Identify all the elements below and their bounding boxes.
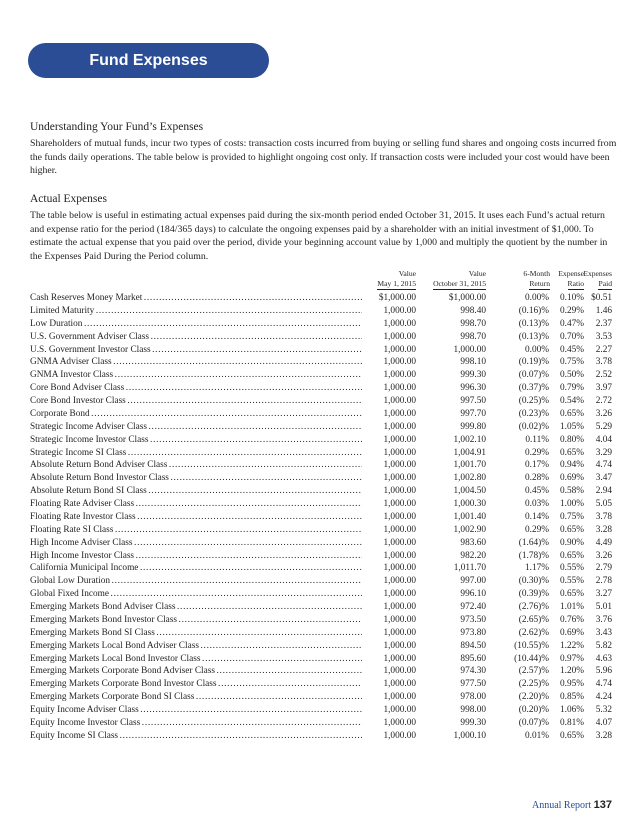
value-october-cell: 1,002.90 [453,524,486,535]
expense-ratio-cell: 0.85% [559,692,584,703]
table-row [30,421,612,434]
expenses-paid-cell: 2.94 [595,486,612,497]
six-month-return-cell: (0.13)% [518,318,549,329]
fund-name-cell: High Income Investor Class . . . [30,550,362,563]
fund-name-cell: Global Low Duration . . . [30,575,362,588]
value-october-cell: 1,000.10 [453,730,486,741]
fund-name-cell: Absolute Return Bond Investor Class . . . [30,472,362,485]
value-may-cell: 1,000.00 [383,318,416,329]
section-heading-actual-expenses: Actual Expenses [30,193,107,205]
header-expense-ratio: Expense Ratio [558,269,584,288]
expense-ratio-cell: 1.22% [559,640,584,651]
value-october-cell: 1,004.50 [453,486,486,497]
expense-ratio-cell: 0.65% [559,408,584,419]
fund-name-cell: Emerging Markets Corporate Bond Adviser Class . . . [30,665,362,678]
value-october-cell: 1,002.10 [453,434,486,445]
value-october-cell: 996.30 [460,383,486,394]
value-october-cell: 982.20 [460,550,486,561]
fund-name-cell: Floating Rate Investor Class . . . [30,511,362,524]
value-october-cell: 973.50 [460,614,486,625]
value-october-cell: 1,011.70 [453,563,486,574]
table-row [30,434,612,447]
value-october-cell: 1,002.80 [453,473,486,484]
expense-ratio-cell: 0.55% [559,563,584,574]
expense-ratio-cell: 0.81% [559,717,584,728]
expense-ratio-cell: 0.45% [559,344,584,355]
value-may-cell: 1,000.00 [383,370,416,381]
expenses-paid-cell: 4.49 [595,537,612,548]
six-month-return-cell: (0.39)% [518,589,549,600]
table-row [30,562,612,575]
six-month-return-cell: 0.28% [524,473,549,484]
value-may-cell: 1,000.00 [383,589,416,600]
value-may-cell: 1,000.00 [383,717,416,728]
table-row [30,601,612,614]
expense-ratio-cell: 0.54% [559,396,584,406]
table-row [30,614,612,627]
value-october-cell: 983.60 [460,537,486,548]
value-may-cell: 1,000.00 [383,627,416,638]
table-row [30,588,612,601]
value-october-cell: 997.70 [460,408,486,419]
header-value-october: Value October 31, 2015 [433,269,486,288]
six-month-return-cell: (2.65)% [518,614,549,625]
fund-name-cell: Emerging Markets Bond Adviser Class . . . [30,601,362,614]
six-month-return-cell: (2.76)% [518,602,549,612]
expenses-paid-cell: 5.82 [595,640,612,651]
expense-ratio-cell: 0.65% [559,589,584,600]
expense-ratio-cell: 0.79% [559,383,584,394]
expense-ratio-cell: 0.65% [559,447,584,458]
six-month-return-cell: (2.25)% [518,679,549,690]
expenses-paid-cell: 3.47 [595,473,612,484]
expenses-paid-cell: 5.01 [595,602,612,612]
six-month-return-cell: (2.62)% [518,627,549,638]
table-row [30,550,612,563]
expense-ratio-cell: 0.50% [559,370,584,381]
section-heading-understanding: Understanding Your Fund’s Expenses [30,121,204,133]
expenses-paid-cell: 5.32 [595,705,612,715]
expense-ratio-cell: 0.29% [559,305,584,316]
fund-name-cell: Strategic Income SI Class . . . [30,447,362,460]
expenses-paid-cell: 2.72 [595,396,612,406]
expenses-paid-cell: 2.79 [595,563,612,574]
value-october-cell: 894.50 [460,640,486,651]
six-month-return-cell: (10.44)% [514,653,549,664]
expenses-paid-cell: 3.76 [595,614,612,625]
table-row [30,459,612,472]
table-row [30,318,612,331]
expenses-paid-cell: 3.78 [595,511,612,522]
value-may-cell: 1,000.00 [383,447,416,458]
six-month-return-cell: 0.45% [524,486,549,497]
value-may-cell: 1,000.00 [383,576,416,587]
expenses-paid-cell: 4.74 [595,460,612,471]
fund-name-cell: Floating Rate Adviser Class . . . [30,498,362,511]
expense-ratio-cell: 0.10% [559,293,584,303]
value-may-cell: 1,000.00 [383,305,416,316]
value-october-cell: 999.80 [460,421,486,432]
fund-name-cell: Core Bond Adviser Class . . . [30,382,362,395]
footer-label: Annual Report [531,800,592,811]
value-october-cell: 999.30 [460,717,486,728]
expenses-paid-cell: 5.29 [595,421,612,432]
expenses-paid-cell: 3.29 [595,447,612,458]
value-may-cell: 1,000.00 [383,511,416,522]
table-row [30,537,612,550]
six-month-return-cell: 0.29% [524,524,549,535]
value-may-cell: 1,000.00 [383,705,416,715]
table-row [30,382,612,395]
value-may-cell: 1,000.00 [383,653,416,664]
six-month-return-cell: (0.07)% [518,717,549,728]
expenses-paid-cell: 3.53 [595,331,612,342]
six-month-return-cell: 0.17% [524,460,549,471]
table-row [30,704,612,717]
table-row [30,653,612,666]
fund-name-cell: U.S. Government Adviser Class . . . [30,331,362,344]
expenses-paid-cell: 4.24 [595,692,612,703]
expense-table [30,292,612,743]
six-month-return-cell: 0.11% [525,434,549,445]
six-month-return-cell: (0.30)% [518,576,549,587]
table-row [30,498,612,511]
six-month-return-cell: 0.00% [524,293,549,303]
value-may-cell: 1,000.00 [383,692,416,703]
expenses-paid-cell: 2.78 [595,576,612,587]
table-row [30,356,612,369]
six-month-return-cell: (2.20)% [518,692,549,703]
value-october-cell: 978.00 [460,692,486,703]
expenses-paid-cell: 3.27 [595,589,612,600]
table-row [30,305,612,318]
value-october-cell: 974.30 [460,666,486,677]
fund-name-cell: Absolute Return Bond SI Class . . . [30,485,362,498]
table-row [30,678,612,691]
expenses-paid-cell: 4.04 [595,434,612,445]
expenses-paid-cell: 3.26 [595,550,612,561]
six-month-return-cell: (0.16)% [518,305,549,316]
expense-ratio-cell: 0.80% [559,434,584,445]
table-row [30,344,612,357]
value-may-cell: 1,000.00 [383,357,416,368]
expenses-paid-cell: 5.96 [595,666,612,677]
value-may-cell: $1,000.00 [378,293,416,303]
expenses-paid-cell: $0.51 [591,293,612,303]
page-footer [532,799,612,811]
value-october-cell: 1,004.91 [453,447,486,458]
expense-ratio-cell: 1.20% [559,666,584,677]
value-may-cell: 1,000.00 [383,524,416,535]
six-month-return-cell: 0.14% [524,511,549,522]
table-row [30,408,612,421]
fund-name-cell: Low Duration . . . [30,318,362,331]
expenses-paid-cell: 3.28 [595,730,612,741]
expenses-paid-cell: 3.26 [595,408,612,419]
value-may-cell: 1,000.00 [383,331,416,342]
fund-name-cell: Limited Maturity . . . [30,305,362,318]
table-row [30,331,612,344]
value-may-cell: 1,000.00 [383,421,416,432]
value-may-cell: 1,000.00 [383,434,416,445]
expenses-paid-cell: 2.37 [595,318,612,329]
expense-ratio-cell: 1.05% [559,421,584,432]
fund-name-cell: Strategic Income Adviser Class . . . [30,421,362,434]
fund-name-cell: Equity Income Adviser Class . . . [30,704,362,717]
value-october-cell: 998.10 [460,357,486,368]
value-october-cell: 1,000.00 [453,344,486,355]
fund-name-cell: U.S. Government Investor Class . . . [30,344,362,357]
six-month-return-cell: (0.13)% [518,331,549,342]
expense-ratio-cell: 0.70% [559,331,584,342]
section-body-understanding: Shareholders of mutual funds, incur two types of costs: transaction costs incurred from buying or selling fund shares and ongoing costs incurred from the funds daily operations. The table below is provided to highlight ongoing cost only. If transaction costs were included your cost would have been higher. [30,138,617,176]
expense-ratio-cell: 1.01% [559,602,584,612]
table-row [30,472,612,485]
expense-ratio-cell: 0.69% [559,473,584,484]
fund-name-cell: Emerging Markets Corporate Bond Investor Class . . . [30,678,362,691]
value-october-cell: 973.80 [460,627,486,638]
six-month-return-cell: 0.01% [524,730,549,741]
value-may-cell: 1,000.00 [383,730,416,741]
fund-name-cell: Emerging Markets Local Bond Investor Class . . . [30,653,362,666]
value-may-cell: 1,000.00 [383,486,416,497]
table-row [30,717,612,730]
value-october-cell: 1,001.40 [453,511,486,522]
expense-ratio-cell: 1.06% [559,705,584,715]
value-october-cell: 998.00 [460,705,486,715]
fund-name-cell: Emerging Markets Local Bond Adviser Class . . . [30,640,362,653]
fund-name-cell: GNMA Investor Class . . . [30,369,362,382]
value-october-cell: $1,000.00 [448,293,486,303]
expense-ratio-cell: 0.75% [559,357,584,368]
six-month-return-cell: 0.03% [524,499,549,509]
six-month-return-cell: 0.29% [524,447,549,458]
table-row [30,369,612,382]
value-may-cell: 1,000.00 [383,344,416,355]
table-row [30,640,612,653]
value-may-cell: 1,000.00 [383,679,416,690]
six-month-return-cell: (2.57)% [518,666,549,677]
table-row [30,511,612,524]
value-october-cell: 977.50 [460,679,486,690]
six-month-return-cell: (0.02)% [518,421,549,432]
six-month-return-cell: (0.23)% [518,408,549,419]
value-october-cell: 999.30 [460,370,486,381]
fund-name-cell: Equity Income SI Class . . . [30,730,362,743]
expenses-paid-cell: 2.27 [595,344,612,355]
expense-ratio-cell: 1.00% [559,499,584,509]
value-october-cell: 997.50 [460,396,486,406]
value-may-cell: 1,000.00 [383,666,416,677]
table-row [30,292,612,305]
value-may-cell: 1,000.00 [383,537,416,548]
value-may-cell: 1,000.00 [383,473,416,484]
six-month-return-cell: (0.25)% [518,396,549,406]
fund-name-cell: Absolute Return Bond Adviser Class . . . [30,459,362,472]
fund-name-cell: Global Fixed Income . . . [30,588,362,601]
fund-name-cell: California Municipal Income . . . [30,562,362,575]
header-six-month-return: 6-Month Return [523,269,550,288]
fund-name-cell: Emerging Markets Corporate Bond SI Class . . . [30,691,362,704]
six-month-return-cell: 1.17% [524,563,549,574]
fund-name-cell: Strategic Income Investor Class . . . [30,434,362,447]
expense-ratio-cell: 0.69% [559,627,584,638]
fund-name-cell: Core Bond Investor Class . . . [30,395,362,408]
table-row [30,691,612,704]
value-may-cell: 1,000.00 [383,383,416,394]
fund-name-cell: Emerging Markets Bond SI Class . . . [30,627,362,640]
expense-ratio-cell: 0.76% [559,614,584,625]
value-october-cell: 997.00 [460,576,486,587]
fund-name-cell: Equity Income Investor Class . . . [30,717,362,730]
value-may-cell: 1,000.00 [383,408,416,419]
expenses-paid-cell: 2.52 [595,370,612,381]
table-row [30,395,612,408]
value-may-cell: 1,000.00 [383,460,416,471]
value-october-cell: 998.70 [460,331,486,342]
value-may-cell: 1,000.00 [383,640,416,651]
expense-ratio-cell: 0.55% [559,576,584,587]
page-number: 137 [593,799,612,811]
fund-name-cell: Emerging Markets Bond Investor Class . . . [30,614,362,627]
value-may-cell: 1,000.00 [383,602,416,612]
six-month-return-cell: (1.64)% [518,537,549,548]
value-may-cell: 1,000.00 [383,550,416,561]
expense-ratio-cell: 0.65% [559,550,584,561]
value-october-cell: 1,000.30 [453,499,486,509]
value-may-cell: 1,000.00 [383,396,416,406]
expense-ratio-cell: 0.65% [559,730,584,741]
value-october-cell: 972.40 [460,602,486,612]
expense-ratio-cell: 0.75% [559,511,584,522]
expense-ratio-cell: 0.58% [559,486,584,497]
expense-ratio-cell: 0.97% [559,653,584,664]
six-month-return-cell: (0.19)% [518,357,549,368]
six-month-return-cell: (1.78)% [518,550,549,561]
expenses-paid-cell: 4.63 [595,653,612,664]
fund-name-cell: Floating Rate SI Class . . . [30,524,362,537]
expenses-paid-cell: 3.28 [595,524,612,535]
six-month-return-cell: (0.20)% [518,705,549,715]
table-row [30,524,612,537]
six-month-return-cell: (0.37)% [518,383,549,394]
page-title-banner: Fund Expenses [28,43,269,78]
header-value-may: Value May 1, 2015 [377,269,416,288]
table-row [30,575,612,588]
six-month-return-cell: 0.00% [524,344,549,355]
table-row [30,485,612,498]
expenses-paid-cell: 3.78 [595,357,612,368]
expenses-paid-cell: 1.46 [595,305,612,316]
value-october-cell: 998.70 [460,318,486,329]
value-may-cell: 1,000.00 [383,614,416,625]
table-row [30,730,612,743]
expenses-paid-cell: 4.07 [595,717,612,728]
expense-ratio-cell: 0.47% [559,318,584,329]
fund-name-cell: Cash Reserves Money Market . . . [30,292,362,305]
value-october-cell: 996.10 [460,589,486,600]
six-month-return-cell: (10.55)% [514,640,549,651]
value-may-cell: 1,000.00 [383,563,416,574]
value-may-cell: 1,000.00 [383,499,416,509]
fund-name-cell: GNMA Adviser Class . . . [30,356,362,369]
expenses-paid-cell: 5.05 [595,499,612,509]
value-october-cell: 1,001.70 [453,460,486,471]
section-body-actual-expenses: The table below is useful in estimating actual expenses paid during the six-month period ended October 31, 2015. It uses each Fund’s actual return and expense ratio for the period (184/365 days) to calculate the ongoing expenses paid by a shareholder with an initial investment of $1,000. To estimate the actual expense that you paid over the period, divide your beginning account value by 1,000 and multiply the quotient by the number in the Expenses Paid During the Period column. [30,210,608,262]
value-october-cell: 895.60 [460,653,486,664]
table-row [30,627,612,640]
expense-ratio-cell: 0.90% [559,537,584,548]
fund-name-cell: Corporate Bond . . . [30,408,362,421]
header-expenses-paid: Expenses Paid [583,269,612,288]
expenses-paid-cell: 4.74 [595,679,612,690]
expense-ratio-cell: 0.95% [559,679,584,690]
value-october-cell: 998.40 [460,305,486,316]
six-month-return-cell: (0.07)% [518,370,549,381]
expense-ratio-cell: 0.65% [559,524,584,535]
table-row [30,447,612,460]
expenses-paid-cell: 3.43 [595,627,612,638]
table-row [30,665,612,678]
fund-name-cell: High Income Adviser Class . . . [30,537,362,550]
expense-ratio-cell: 0.94% [559,460,584,471]
expenses-paid-cell: 3.97 [595,383,612,394]
